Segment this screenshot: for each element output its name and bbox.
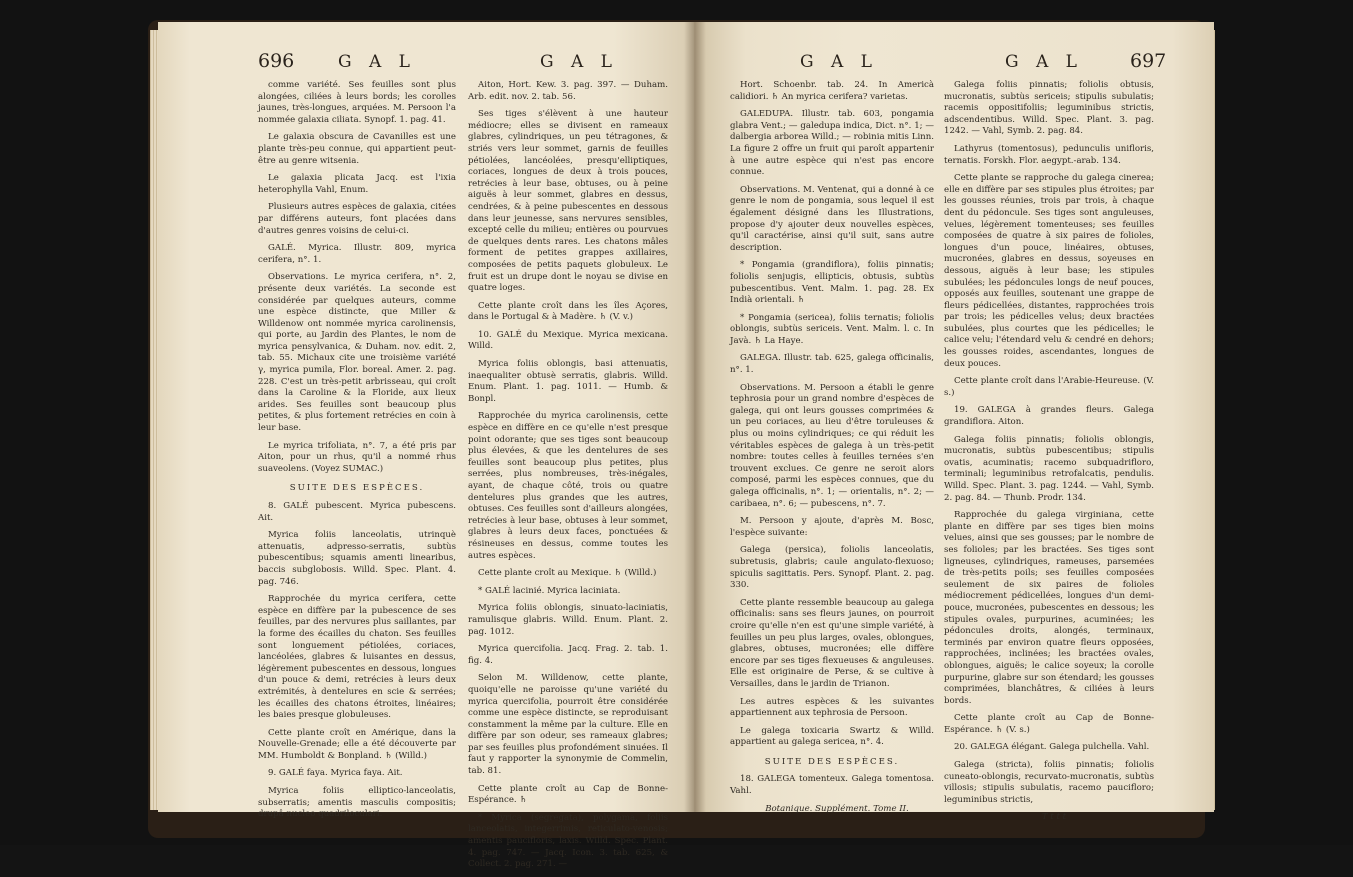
left-page-column-2	[468, 80, 668, 877]
paragraph: Plusieurs autres espèces de galaxia, citées par différens auteurs, font placées dans d'autres genres voisins de celui-ci.	[258, 202, 456, 236]
paragraph: Le galega toxicaria Swartz & Willd. appartient au galega sericea, n°. 4.	[730, 725, 934, 748]
running-head-left-1: G A L	[338, 52, 416, 72]
paragraph: SUITE DES ESPÈCES.	[289, 483, 425, 494]
page-number-left: 696	[258, 50, 295, 72]
paragraph: GALEDUPA. Illustr. tab. 603, pongamia glabra Vent.; — galedupa indica, Dict. n°. 1; — dalbergia arborea Willd.; — robinia mitis Linn. La figure 2 offre un fruit qui paroît appartenir à une autre espèce qui n'est pas encore connue.	[730, 109, 934, 178]
running-head-right-1: G A L	[800, 52, 878, 72]
paragraph: Aiton, Hort. Kew. 3. pag. 397. — Duham. Arb. edit. nov. 2. tab. 56.	[468, 80, 668, 102]
paragraph: Rapprochée du galega virginiana, cette plante en diffère par ses tiges bien moins velues, ainsi que ses gousses; par le nombre de ses folioles; par les bractées. Ses tiges sont ligneuses, cylindriques, rameuses, parsemées de très-petits poils; ses feuilles composées seulement de six paires de folioles médiocrement pédicellées, longues d'un demi-pouce, mucronées, pubescentes en dessous; les stipules ovales, purpurines, acuminées; les pédoncules droits, alongés, terminaux, terminés par environ quatre fleurs opposées, rapprochées, inclinées; les bractées ovales, oblongues, aiguës; le calice soyeux; la corolle purpurine, glabre sur son étendard; les gousses comprimées, blanchâtres, & ciliées à leurs bords.	[944, 510, 1154, 706]
running-head-right-2: G A L	[1005, 52, 1083, 72]
right-page-column-2	[944, 80, 1154, 830]
paragraph: Cette plante croît dans l'Arabie-Heureuse. (V. s.)	[944, 376, 1154, 398]
paragraph: Cette plante croît au Mexique. ♄ (Willd.)	[478, 568, 657, 579]
paragraph: 10. GALÉ du Mexique. Myrica mexicana. Willd.	[468, 329, 668, 352]
paragraph: Myrica foliis elliptico-lanceolatis, subserratis; amentis masculis compositis; drupâ nucleo quadriloculari.	[258, 786, 456, 820]
paragraph: 9. GALÉ faya. Myrica faya. Ait.	[268, 768, 403, 779]
paragraph: Myrica foliis oblongis, sinuato-laciniatis, ramulisque glabris. Willd. Enum. Plant. 2. pag. 1012.	[468, 603, 668, 637]
paragraph: Myrica foliis lanceolatis, utrinquè attenuatis, adpresso-serratis, subtùs pubescentibus; squamis amenti linearibus, baccis subglobosis. Willd. Spec. Plant. 4. pag. 746.	[258, 530, 456, 587]
paragraph: * Pongamia (grandiflora), foliis pinnatis; foliolis senjugis, ellipticis, obtusis, subtùs pubescentibus. Vent. Malm. 1. pag. 28. Ex Indià orientali. ♄	[730, 260, 934, 306]
paragraph: Cette plante se rapproche du galega cinerea; elle en diffère par ses stipules plus étroites; par les gousses réunies, trois par trois, à chaque dent du pédoncule. Ses tiges sont anguleuses, velues, légèrement tomenteuses; ses feuilles composées de quatre à six paires de folioles, longues d'un pouce, linéaires, obtuses, mucronées, glabres en dessus, soyeuses en dessous, aiguës à leur base; les stipules subulées; les pédoncules longs de neuf pouces, opposés aux feuilles, soutenant une grappe de fleurs pédicellées, distantes, rapprochées trois par trois; les pédicelles velus; deux bractées subulées, plus courtes que les pédicelles; le calice velu; l'étendard velu & cendré en dehors; les gousses roides, ascendantes, longues de deux pouces.	[944, 173, 1154, 369]
left-page-column-1	[258, 80, 456, 827]
paragraph: 19. GALEGA à grandes fleurs. Galega grandiflora. Aiton.	[944, 405, 1154, 428]
paragraph: 20. GALEGA élégant. Galega pulchella. Vahl.	[954, 742, 1150, 753]
paragraph: M. Persoon y ajoute, d'après M. Bosc, l'espèce suivante:	[730, 516, 934, 538]
paragraph: Rapprochée du myrica carolinensis, cette espèce en diffère en ce qu'elle n'est presque point odorante; que ses tiges sont beaucoup plus élevées, & que les dentelures de ses feuilles sont beaucoup plus petites, plus serrées, plus nombreuses, très-inégales, ayant, de chaque côté, trois ou quatre dentelures plus grandes que les autres, obtuses. Ces feuilles sont d'ailleurs alongées, retrécies à leur base, obtuses à leur sommet, glabres à leurs deux faces, ponctuées & résineuses en dessus, comme toutes les autres espèces.	[468, 411, 668, 561]
paragraph: Les autres espèces & les suivantes appartiennent aux tephrosia de Persoon.	[730, 696, 934, 719]
paragraph: Ses tiges s'élèvent à une hauteur médiocre; elles se divisent en rameaux glabres, cylindriques, un peu tétragones, & striés vers leur sommet, garnis de feuilles pétiolées, lancéolées, presqu'elliptiques, coriaces, longues de deux à trois pouces, retrécies à leur base, obtuses, ou à peine aiguës à leur sommet, glabres en dessus, cendrées, & à peine pubescentes en dessous dans leur jeunesse, sans nervures sensibles, excepté celle du milieu; entières ou pourvues de quelques dents rares. Les chatons mâles forment de petites grappes axillaires, composées de petits paquets globuleux. Le fruit est un drupe dont le noyau se divise en quatre loges.	[468, 109, 668, 294]
paragraph: * GALÉ lacinié. Myrica laciniata.	[478, 585, 621, 596]
paragraph: SUITE DES ESPÈCES.	[764, 756, 900, 767]
paragraph: * Pongamia (sericea), foliis ternatis; foliolis oblongis, subtùs sericeis. Vent. Malm. l. c. In Javà. ♄ La Haye.	[730, 312, 934, 346]
paragraph: Selon M. Willdenow, cette plante, quoiqu'elle ne paroisse qu'une variété du myrica quercifolia, pourroit être considérée comme une espèce distincte, se reproduisant constamment la même par la culture. Elle en diffère par son odeur, ses rameaux glabres; par ses feuilles plus profondément sinuées. Il faut y rapporter la synonymie de Commelin, tab. 81.	[468, 673, 668, 777]
paragraph: 18. GALEGA tomenteux. Galega tomentosa. Vahl.	[730, 774, 934, 797]
paragraph: Cette plante ressemble beaucoup au galega officinalis: sans ses fleurs jaunes, on pourroit croire qu'elle n'en est qu'une simple variété, à feuilles un peu plus larges, ovales, oblongues, glabres, obtuses, mucronées; elle diffère encore par ses tiges flexueuses & anguleuses. Elle est originaire de Perse, & se cultive à Versailles, dans le jardin de Trianon.	[730, 597, 934, 689]
paragraph: Galega foliis pinnatis; foliolis oblongis, mucronatis, subtùs pubescentibus; stipulis ovatis, acuminatis; racemo subquadrifloro, terminali; leguminibus retrofalcatis, pendulis. Willd. Spec. Plant. 3. pag. 1244. — Vahl, Symb. 2. pag. 84. — Thunb. Prodr. 134.	[944, 434, 1154, 503]
paragraph: Myrica quercifolia. Jacq. Frag. 2. tab. 1. fig. 4.	[468, 644, 668, 666]
paragraph: Myrica foliis oblongis, basi attenuatis, inaequaliter obtusè serratis, glabris. Willd. Enum. Plant. 1. pag. 1011. — Humb. & Bonpl.	[468, 359, 668, 404]
paragraph: Le galaxia plicata Jacq. est l'ixia heterophylla Vahl, Enum.	[258, 173, 456, 195]
paragraph: Cette plante croît en Amérique, dans la Nouvelle-Grenade; elle a été découverte par MM. Humboldt & Bonpland. ♄ (Willd.)	[258, 727, 456, 761]
paragraph: Galega (persica), foliolis lanceolatis, subretusis, glabris; caule angulato-flexuoso; spiculis sagittatis. Pers. Synopf. Plant. 2. pag. 330.	[730, 545, 934, 591]
paragraph: GALEGA. Illustr. tab. 625, galega officinalis, n°. 1.	[730, 353, 934, 376]
paragraph: Galega foliis pinnatis; foliolis obtusis, mucronatis, subtùs sericeis; stipulis subulatis; racemis oppositifoliis; leguminibus strictis, adscendentibus. Willd. Spec. Plant. 3. pag. 1242. — Vahl, Symb. 2. pag. 84.	[944, 80, 1154, 137]
paragraph: Rapprochée du myrica cerifera, cette espèce en diffère par la pubescence de ses feuilles, par des nervures plus saillantes, par la forme des écailles du chaton. Ses feuilles sont longuement pétiolées, coriaces, lancéolées, glabres & luisantes en dessus, légèrement pubescentes en dessous, longues d'un pouce & demi, retrécies à leurs deux extrémités, à dentelures en scie & serrées; les écailles des chatons étroites, linéaires; les baies presque globuleuses.	[258, 594, 456, 721]
paragraph: T t t t	[1041, 812, 1067, 823]
paragraph: Observations. M. Persoon a établi le genre tephrosia pour un grand nombre d'espèces de galega, qui ont leurs gousses comprimées & un peu coriaces, au lieu d'être toruleuses & plus ou moins cylindriques; ce qui réduit les véritables espèces de galega à un très-petit nombre: toutes celles à feuilles ternées s'en trouvent exclues. Ce genre ne seroit alors composé, parmi les espèces connues, que du galega officinalis, n°. 1; — orientalis, n°. 2; — caribaea, n°. 6; — pubescens, n°. 7.	[730, 382, 934, 509]
paragraph: Observations. M. Ventenat, qui a donné à ce genre le nom de pongamia, sous lequel il est également désigné dans les Illustrations, propose d'y ajouter deux nouvelles espèces, qu'il caractérise, ainsi qu'il suit, sans autre description.	[730, 184, 934, 253]
paragraph: 8. GALÉ pubescent. Myrica pubescens. Ait.	[258, 501, 456, 523]
paragraph: Cette plante croît dans les îles Açores, dans le Portugal & à Madère. ♄ (V. v.)	[468, 300, 668, 323]
paragraph: Hort. Schoenbr. tab. 24. In Americà calidiori. ♄ An myrica cerifera? varietas.	[730, 80, 934, 102]
right-page-column-1	[730, 80, 934, 821]
paragraph: Botanique. Supplément. Tome II.	[765, 803, 909, 814]
page-number-right: 697	[1130, 50, 1167, 72]
paragraph: Lathyrus (tomentosus), pedunculis unifloris, ternatis. Forskh. Flor. aegypt.-arab. 134.	[944, 143, 1154, 166]
paragraph: Cette plante croît au Cap de Bonne-Espérance. ♄	[468, 783, 668, 806]
paragraph: Le galaxia obscura de Cavanilles est une plante très-peu connue, qui appartient peut-être au genre witsenia.	[258, 132, 456, 166]
paragraph: Le myrica trifoliata, n°. 7, a été pris par Aiton, pour un rhus, qu'il a nommé rhus suaveolens. (Voyez SUMAC.)	[258, 440, 456, 474]
paragraph: comme variété. Ses feuilles sont plus alongées, ciliées à leurs bords; les corolles jaunes, très-longues, arquées. M. Persoon l'a nommée galaxia ciliata. Synopf. 1. pag. 41.	[258, 80, 456, 125]
paragraph: GALÉ. Myrica. Illustr. 809, myrica cerifera, n°. 1.	[258, 243, 456, 265]
book-gutter	[684, 22, 706, 812]
running-head-left-2: G A L	[540, 52, 618, 72]
paragraph: Observations. Le myrica cerifera, n°. 2, présente deux variétés. La seconde est considérée par quelques auteurs, comme une espèce distincte, que Miller & Willdenow ont nommée myrica carolinensis, qui porte, au Jardin des Plantes, le nom de myrica pensylvanica, & Duham. nov. edit. 2, tab. 55. Michaux cite une troisième variété γ, myrica pumila, Flor. boreal. Amer. 2. pag. 228. C'est un très-petit arbrisseau, qui croît dans la Caroline & la Floride, aux lieux arides. Ses feuilles sont beaucoup plus petites, & plus fortement retrécies en coin à leur base.	[258, 272, 456, 434]
paragraph: * Myrica (segregata), polygama, foliis lanceolatis, integerrimis, reticulato-venosis; amentis paucifloris, laxis. Willd. Spec. Plant. 4. pag. 747. — Jacq. Icon. 3. tab. 625, & Collect. 2. pag. 271. —	[468, 812, 668, 870]
paragraph: Galega (stricta), foliis pinnatis; foliolis cuneato-oblongis, recurvato-mucronatis, subtùs villosis; stipulis subulatis, racemo paucifloro; leguminibus strictis,	[944, 760, 1154, 805]
paragraph: Cette plante croît au Cap de Bonne-Espérance. ♄ (V. s.)	[944, 713, 1154, 735]
